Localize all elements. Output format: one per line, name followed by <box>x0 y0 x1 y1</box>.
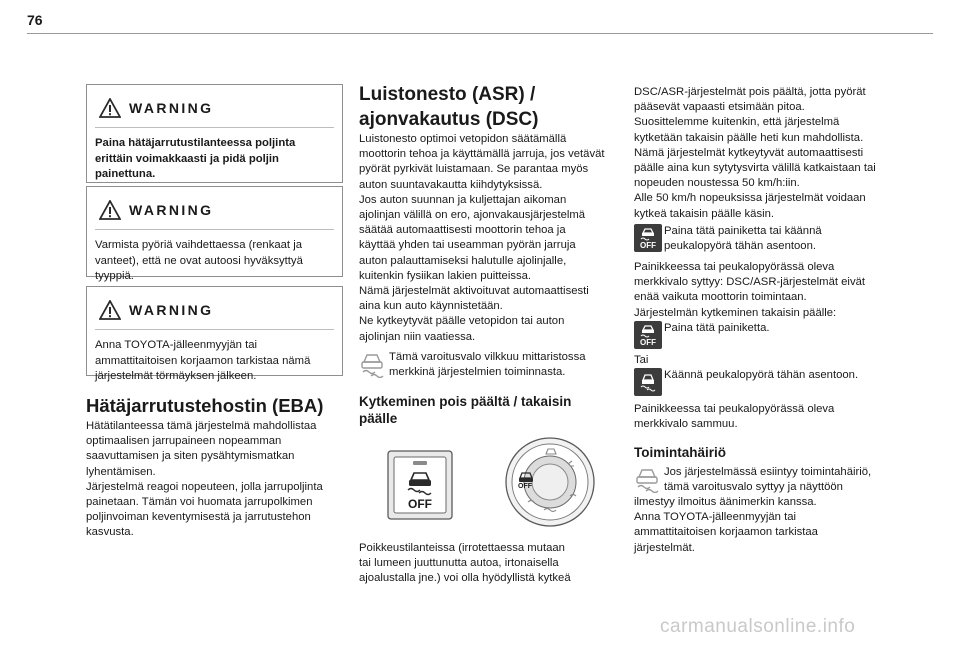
text-line: pääsevät vapaasti etsimään pitoa. <box>634 101 805 114</box>
text-line: käyttää yhden tai useamman pyörän jarruja <box>359 239 576 252</box>
right-paragraph-c <box>634 402 834 432</box>
warning-text-line: painettuna. <box>95 168 156 180</box>
text-line: saavuttamisen ja siten pysähtymismatkan <box>86 450 295 463</box>
right-paragraph-a <box>634 85 876 222</box>
warning-title: WARNING <box>129 202 214 218</box>
text-line: ajolinjan niin vaatiessa. <box>359 330 476 343</box>
asr-dsc-heading <box>359 82 538 132</box>
text-line: Ne kytkeytyvät päälle vetopidon tai auton <box>359 315 565 328</box>
skid-car-outline-icon <box>634 465 660 493</box>
text-line: Suosittelemme kuitenkin, että järjestelmä <box>634 116 840 129</box>
warning-text-line: vanteet), että ne ovat autoosi hyväksyttyä <box>95 254 303 267</box>
text-line: Painikkeessa tai peukalopyörässä oleva <box>634 403 835 415</box>
icon-off-label: OFF <box>640 337 656 347</box>
text-line: päälle aina kun sytytysvirta välillä katkaistaan tai <box>634 162 876 175</box>
warning-title: WARNING <box>129 302 214 318</box>
text-line: Poikkeustilanteissa (irrotettaessa mutaan <box>359 542 565 554</box>
heading-line: päälle <box>359 411 398 426</box>
warning-triangle-icon <box>99 200 121 220</box>
text-line: Järjestelmä reagoi nopeuteen, jolla jarrupoljinta <box>86 480 323 493</box>
text-line: painetaan. Tämän voi huomata jarrupolkimen <box>86 496 313 509</box>
text-line: kuitenkin fysiikan lakien puitteissa. <box>359 269 532 282</box>
dsc-active-icon <box>634 368 662 396</box>
text-line: ilmestyy ilmoitus äänimerkin kanssa. <box>634 496 817 508</box>
text-line: ajoalustalla jne.) voi olla hyödyllistä kytkeä <box>359 572 571 585</box>
warning-box-2 <box>86 186 343 282</box>
text-line: auton suuntavakautta kiihdytyksissä. <box>359 178 543 191</box>
text-line: pyörät pyrkivät luistamaan. Se parantaa myös <box>359 163 589 176</box>
eba-paragraph <box>86 419 323 541</box>
warning-text-line: ammattitaitoisen korjaamon tarkistaa nämä <box>95 354 311 367</box>
text-line: Järjestelmän kytkeminen takaisin päälle: <box>634 306 837 319</box>
switch-off-heading <box>359 393 571 427</box>
warning-triangle-icon <box>99 98 121 118</box>
text-line: auton palauttamiseksi halutulle ajolinjalle, <box>359 254 567 267</box>
text-line: merkkivalo sammuu. <box>634 418 738 431</box>
press-button-on-note <box>634 321 770 349</box>
text-line: tämä varoitusvalo syttyy ja näyttöön <box>664 481 843 494</box>
page-number: 76 <box>27 12 43 28</box>
asr-dsc-paragraph <box>359 132 605 345</box>
text-line: Tämä varoitusvalo vilkkuu mittaristossa <box>389 351 586 363</box>
text-line: aina kun auto käynnistetään. <box>359 300 503 313</box>
text-line: peukalopyörä tähän asentoon. <box>664 240 817 253</box>
malfunction-paragraph <box>634 495 818 556</box>
text-line: merkkivalo syttyy: DSC/ASR-järjestelmät eivät <box>634 276 866 289</box>
text-line: Nämä järjestelmät aktivoituvat automaattisesti <box>359 285 589 298</box>
malfunction-note <box>634 465 871 498</box>
text-line: säätää automaattisesti moottorin tehoa ja <box>359 224 566 237</box>
text-line: ajolinjan välillä on ero, ajonvakausjärjestelmä <box>359 209 586 222</box>
text-line: Nämä järjestelmät kytkeytyvät automaattisesti <box>634 146 864 159</box>
button-off-label: OFF <box>408 497 432 511</box>
text-line: kytkeä takaisin päälle käsin. <box>634 207 775 220</box>
header-rule <box>27 33 933 34</box>
heading-line: Luistonesto (ASR) / <box>359 84 536 105</box>
warning-text-line: tyyppiä. <box>95 270 134 282</box>
right-paragraph-b <box>634 260 865 321</box>
text-line: DSC/ASR-järjestelmät pois päältä, jotta pyörät <box>634 86 866 98</box>
text-line: tai lumeen juuttunutta autoa, irtonaisella <box>359 557 559 570</box>
text-line: poljinvoiman keventymisestä ja jarrutustehon <box>86 511 311 524</box>
text-line: moottorin tehoa ja käyttämällä jarruja, jos vetävät <box>359 148 605 161</box>
skid-car-outline-icon <box>359 350 385 378</box>
press-button-note <box>634 224 822 254</box>
thumbwheel-off-label: OFF <box>518 483 532 490</box>
watermark: carmanualsonline.info <box>660 616 856 637</box>
text-line: Painikkeessa tai peukalopyörässä oleva <box>634 261 835 273</box>
text-line: merkkinä järjestelmien toiminnasta. <box>389 366 566 379</box>
text-line: kasvusta. <box>86 526 134 539</box>
warning-text-line: Varmista pyöriä vaihdettaessa (renkaat ja <box>95 239 303 251</box>
warning-text-line: erittäin voimakkaasti ja pidä poljin <box>95 152 279 165</box>
text-line: Anna TOYOTA-jälleenmyyjän tai <box>634 511 796 524</box>
text-line: lyhentämisen. <box>86 465 156 478</box>
eba-heading: Hätäjarrutustehostin (EBA) <box>86 395 324 416</box>
text-line: järjestelmät. <box>634 541 695 554</box>
text-line: Luistonesto optimoi vetopidon säätämällä <box>359 133 567 145</box>
dsc-off-button-illustration <box>387 450 453 520</box>
warning-text-line: Anna TOYOTA-jälleenmyyjän tai <box>95 339 257 351</box>
warning-title: WARNING <box>129 100 214 116</box>
text-line: Alle 50 km/h nopeuksissa järjestelmät voidaan <box>634 192 866 205</box>
heading-line: Kytkeminen pois päältä / takaisin <box>359 394 572 409</box>
switch-off-caption <box>359 541 571 587</box>
dsc-off-icon <box>634 224 662 252</box>
text-line: kytketään takaisin päälle heti kun mahdollista. <box>634 131 864 144</box>
heading-line: ajonvakautus (DSC) <box>359 109 539 130</box>
warning-text-line: järjestelmät törmäyksen jälkeen. <box>95 370 257 382</box>
drive-mode-thumbwheel-illustration <box>504 436 596 528</box>
text-line: Paina tätä painiketta. <box>664 322 770 334</box>
text-line: Käännä peukalopyörä tähän asentoon. <box>664 369 859 381</box>
warning-box-1 <box>86 84 343 183</box>
text-line: nopeuden noustessa 50 km/h:iin. <box>634 177 800 190</box>
dsc-off-icon <box>634 321 662 349</box>
text-line: enää vaikuta moottorin toimintaan. <box>634 291 807 304</box>
text-line: Jos auton suunnan ja kuljettajan aikoman <box>359 193 567 206</box>
turn-wheel-note <box>634 368 858 396</box>
text-line: ammattitaitoisen korjaamon tarkistaa <box>634 526 818 539</box>
warning-box-3 <box>86 286 343 382</box>
dsc-indicator-note <box>359 350 586 383</box>
warning-triangle-icon <box>99 300 121 320</box>
or-text: Tai <box>634 354 649 366</box>
malfunction-heading: Toimintahäiriö <box>634 445 727 460</box>
warning-text-line: Paina hätäjarrutustilanteessa poljinta <box>95 137 296 149</box>
text-line: Jos järjestelmässä esiintyy toimintahäiriö, <box>664 466 872 478</box>
text-line: Paina tätä painiketta tai käännä <box>664 225 822 237</box>
icon-off-label: OFF <box>640 240 656 250</box>
text-line: optimaalisen jarrupaineen nopeamman <box>86 435 282 448</box>
text-line: Hätätilanteessa tämä järjestelmä mahdollistaa <box>86 420 317 432</box>
